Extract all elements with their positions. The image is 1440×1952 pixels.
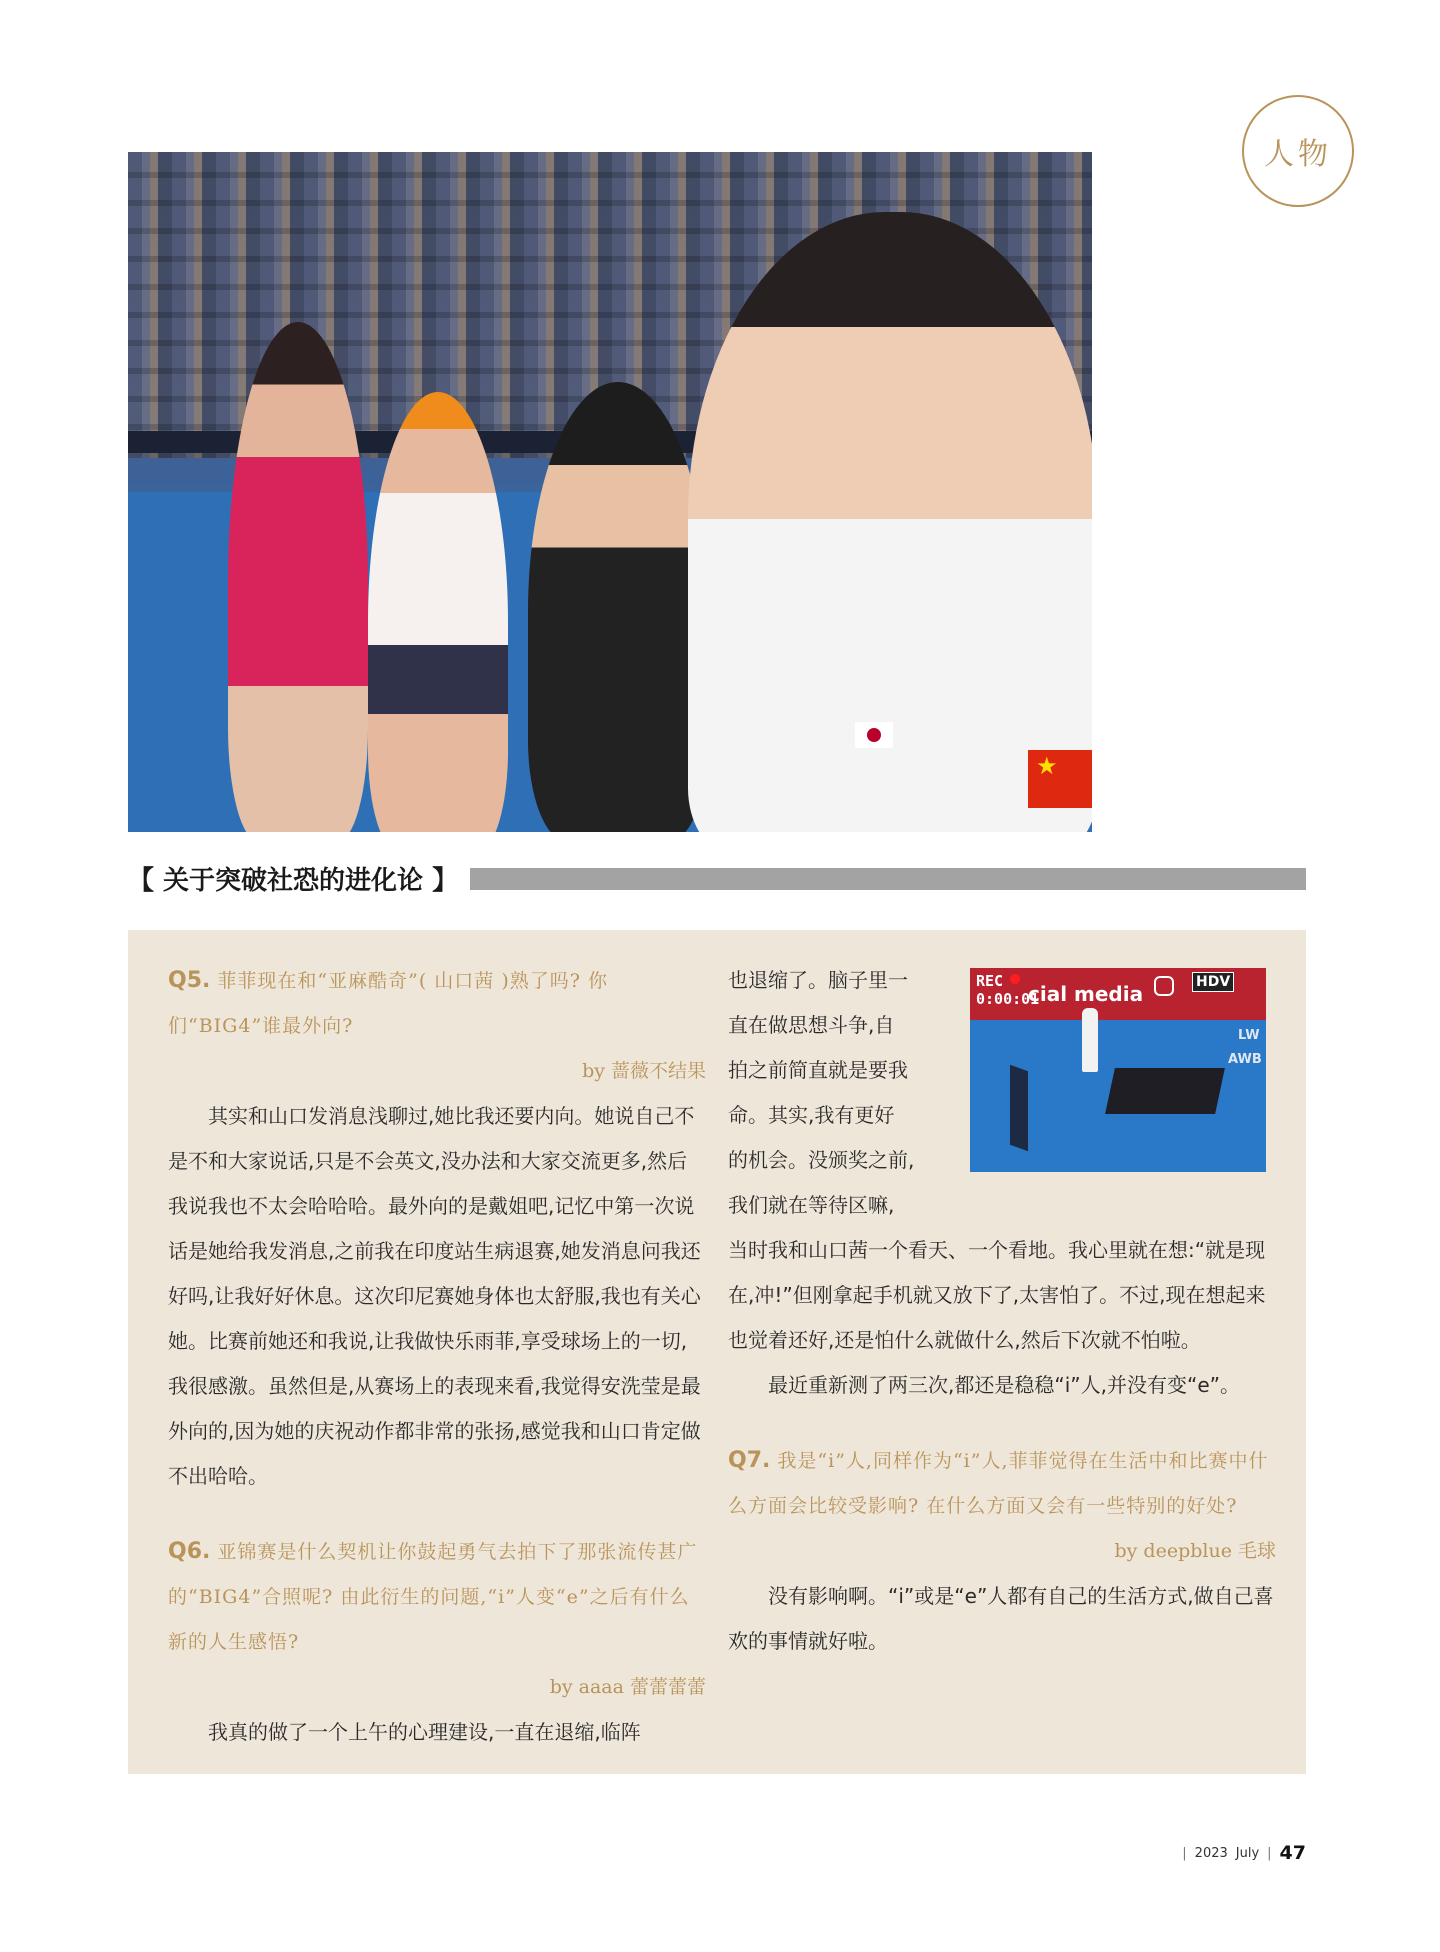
question-number: Q6. <box>168 1539 211 1564</box>
question-q6 <box>168 1529 706 1665</box>
question-number: Q5. <box>168 968 211 993</box>
video-person <box>1082 1008 1098 1072</box>
page-number: 47 <box>1279 1842 1306 1864</box>
answer-q6-end: 最近重新测了两三次,都还是稳稳“i”人,并没有变“e”。 <box>768 1373 1241 1397</box>
video-rec-readout <box>976 972 1039 1008</box>
question-author: by 蔷薇不结果 <box>582 1060 706 1082</box>
awb-label: AWB <box>1228 1052 1262 1067</box>
question-author: by aaaa 蕾蕾蕾蕾 <box>549 1676 706 1698</box>
question-text: 我是“i”人,同样作为“i”人,菲菲觉得在生活中和比赛中什么方面会比较受影响? 在什么方面又会有一些特别的好处? <box>728 1450 1269 1517</box>
answer-q6-rest: 当时我和山口茜一个看天、一个看地。我心里就在想:“就是现在,冲!”但刚拿起手机就又放下了,太害怕了。不过,现在想起来也觉着还好,还是怕什么就做什么,然后下次就不怕啦。 <box>728 1238 1266 1352</box>
answer-q6-wrap-line: 直在做思想斗争,自 <box>728 1013 895 1037</box>
footer-year: 2023 <box>1194 1845 1228 1861</box>
lw-label: LW <box>1238 1028 1260 1043</box>
timecode: 0:00:01 <box>976 990 1040 1008</box>
photo-person-1 <box>228 322 368 832</box>
question-author: by deepblue 毛球 <box>1114 1540 1276 1562</box>
hdv-badge: HDV <box>1192 972 1234 992</box>
answer-q5: 其实和山口发消息浅聊过,她比我还要内向。她说自己不是不和大家说话,只是不会英文,没办法和大家交流更多,然后我说我也不太会哈哈哈。最外向的是戴姐吧,记忆中第一次说话是她给我发消息,之前我在印度站生病退赛,她发消息问我还好吗,让我好好休息。这次印尼赛她身体也太舒服,我也有关心她。比赛前她还和我说,让我做快乐雨菲,享受球场上的一切,我很感激。虽然但是,从赛场上的表现来看,我觉得安洗莹是最外向的,因为她的庆祝动作都非常的张扬,感觉我和山口肯定做不出哈哈。 <box>168 1104 701 1488</box>
footer-month: July <box>1235 1845 1260 1861</box>
photo-person-3 <box>528 382 708 832</box>
video-table <box>1105 1068 1225 1114</box>
answer-q6-wrap-line: 拍之前简直就是要我 <box>728 1058 908 1082</box>
video-signboard <box>1010 1065 1028 1152</box>
answer-q6-start: 我真的做了一个上午的心理建设,一直在退缩,临阵 <box>208 1720 641 1744</box>
section-heading-bar <box>470 868 1306 890</box>
answer-q7: 没有影响啊。“i”或是“e”人都有自己的生活方式,做自己喜欢的事情就好啦。 <box>728 1584 1274 1653</box>
section-heading <box>128 862 458 894</box>
photo-person-2 <box>368 392 508 832</box>
answer-q6-wrap-line: 的机会。没颁奖之前, <box>728 1148 915 1172</box>
answer-q6-wrap-line: 命。其实,我有更好 <box>728 1103 895 1127</box>
article-left-column <box>168 958 706 1755</box>
answer-q6-wrap-line: 也退缩了。脑子里一 <box>728 968 908 992</box>
instagram-icon <box>1154 976 1174 996</box>
video-banner-text: cial media <box>1028 982 1144 1006</box>
section-badge <box>1242 95 1354 207</box>
japan-flag-icon <box>855 722 893 748</box>
page-footer: | 2023 July | 47 <box>1182 1842 1306 1864</box>
question-q5 <box>168 958 706 1049</box>
question-text: 亚锦赛是什么契机让你鼓起勇气去拍下了那张流传甚广的“BIG4”合照呢? 由此衍生的问题,“i”人变“e”之后有什么新的人生感悟? <box>168 1541 698 1653</box>
rec-label: REC <box>976 972 1004 990</box>
section-heading-text: 【 关于突破社恐的进化论 】 <box>128 865 459 896</box>
section-badge-label: 人物 <box>1264 137 1332 172</box>
video-frame <box>970 968 1266 1172</box>
question-text: 菲菲现在和“亚麻酷奇”( 山口茜 )熟了吗? 你们“BIG4”谁最外向? <box>168 970 608 1037</box>
china-flag-icon: ★ <box>1028 750 1092 808</box>
question-number: Q7. <box>728 1448 771 1473</box>
inset-video-screenshot <box>942 958 1288 1190</box>
question-q7 <box>728 1438 1276 1529</box>
record-dot-icon <box>1010 974 1020 984</box>
answer-q6-wrap-line: 我们就在等待区嘛, <box>728 1193 895 1217</box>
main-photo <box>128 152 1092 832</box>
